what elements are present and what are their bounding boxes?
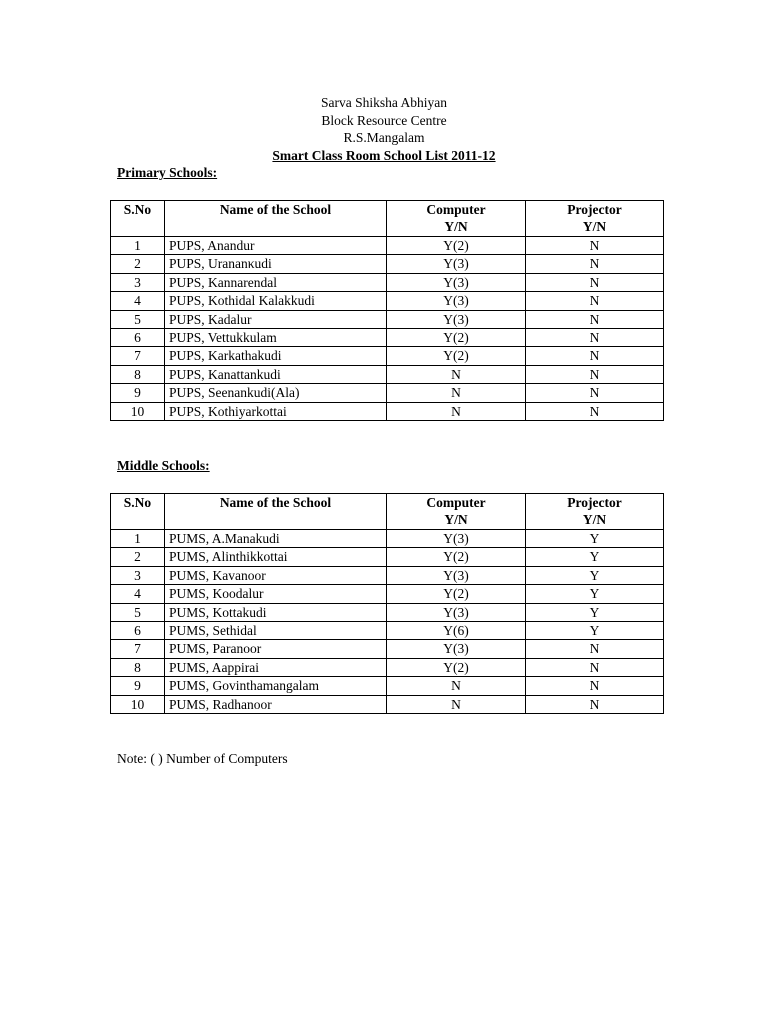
cell-projector: N [526,237,664,255]
table-row [111,292,664,310]
cell-school-name: PUPS, Seenankudi(Ala) [165,384,387,402]
cell-projector: N [526,365,664,383]
cell-sno: 9 [111,384,165,402]
cell-computer: Y(2) [387,585,526,603]
cell-sno: 8 [111,658,165,676]
table-row [111,347,664,365]
cell-school-name: PUPS, Kannarendal [165,273,387,291]
primary-table-body [111,237,664,421]
cell-computer: Y(2) [387,329,526,347]
column-header-projector-yn: Y/N [582,512,607,528]
cell-sno: 5 [111,603,165,621]
org-name: Sarva Shiksha Abhiyan [321,95,447,110]
table-header-row [111,494,664,530]
cell-projector: N [526,329,664,347]
cell-school-name: PUMS, A.Manakudi [165,530,387,548]
cell-school-name: PUPS, Vettukkulam [165,329,387,347]
table-header-row [111,201,664,237]
cell-sno: 3 [111,566,165,584]
middle-schools-table [110,493,664,714]
cell-computer: N [387,365,526,383]
column-header-computer-yn: Y/N [444,219,468,235]
cell-computer: Y(3) [387,273,526,291]
cell-school-name: PUPS, Urananκudi [165,255,387,273]
cell-sno: 4 [111,292,165,310]
cell-sno: 3 [111,273,165,291]
cell-sno: 10 [111,695,165,713]
cell-sno: 6 [111,329,165,347]
cell-projector: Y [526,585,664,603]
column-header-computer-yn: Y/N [444,512,468,528]
table-row [111,273,664,291]
column-header-computer-label: Computer [426,202,486,217]
document-title: Smart Class Room School List 2011-12 [272,147,496,163]
table-row [111,640,664,658]
cell-school-name: PUPS, Kothidal Kalakkudi [165,292,387,310]
cell-computer: Y(3) [387,255,526,273]
cell-sno: 1 [111,237,165,255]
cell-sno: 4 [111,585,165,603]
cell-computer: Y(2) [387,237,526,255]
cell-sno: 7 [111,347,165,365]
column-header-projector-yn: Y/N [582,219,607,235]
cell-sno: 2 [111,548,165,566]
table-row [111,548,664,566]
column-header-projector-label: Projector [567,202,622,217]
cell-school-name: PUPS, Kanattankudi [165,365,387,383]
cell-sno: 10 [111,402,165,420]
cell-projector: Y [526,603,664,621]
cell-school-name: PUMS, Aappirai [165,658,387,676]
cell-school-name: PUMS, Koodalur [165,585,387,603]
table-row [111,329,664,347]
cell-sno: 1 [111,530,165,548]
table-row [111,677,664,695]
column-header-computer [387,201,526,237]
cell-school-name: PUMS, Alinthikkottai [165,548,387,566]
cell-school-name: PUMS, Kavanoor [165,566,387,584]
cell-projector: N [526,347,664,365]
table-row [111,237,664,255]
cell-computer: Y(3) [387,603,526,621]
cell-projector: Y [526,566,664,584]
cell-school-name: PUMS, Sethidal [165,622,387,640]
middle-schools-heading: Middle Schools: [117,458,210,473]
cell-school-name: PUPS, Karkathakudi [165,347,387,365]
cell-projector: N [526,640,664,658]
cell-sno: 7 [111,640,165,658]
column-header-computer-label: Computer [426,495,486,510]
table-row [111,402,664,420]
cell-computer: Y(2) [387,658,526,676]
document-header [0,94,768,164]
column-header-sno: S.No [111,201,165,237]
cell-projector: N [526,273,664,291]
table-row [111,530,664,548]
column-header-computer [387,494,526,530]
column-header-name: Name of the School [165,201,387,237]
cell-computer: Y(3) [387,292,526,310]
column-header-name: Name of the School [165,494,387,530]
table-row [111,566,664,584]
cell-school-name: PUPS, Kothiyarkottai [165,402,387,420]
cell-school-name: PUPS, Anandur [165,237,387,255]
column-header-projector [526,494,664,530]
cell-projector: N [526,695,664,713]
table-row [111,384,664,402]
footnote: Note: ( ) Number of Computers [117,751,288,766]
cell-school-name: PUMS, Radhanoor [165,695,387,713]
primary-schools-heading: Primary Schools: [117,165,218,180]
cell-projector: Y [526,530,664,548]
cell-sno: 8 [111,365,165,383]
table-row [111,622,664,640]
table-row [111,310,664,328]
primary-schools-table [110,200,664,421]
table-row [111,255,664,273]
cell-school-name: PUMS, Govinthamangalam [165,677,387,695]
cell-projector: N [526,402,664,420]
cell-computer: N [387,695,526,713]
cell-school-name: PUMS, Paranoor [165,640,387,658]
table-row [111,365,664,383]
cell-sno: 2 [111,255,165,273]
cell-computer: N [387,384,526,402]
cell-projector: N [526,658,664,676]
cell-projector: Y [526,622,664,640]
location-name: R.S.Mangalam [343,130,425,145]
cell-projector: Y [526,548,664,566]
column-header-sno: S.No [111,494,165,530]
cell-projector: N [526,384,664,402]
cell-computer: Y(3) [387,530,526,548]
table-row [111,695,664,713]
cell-projector: N [526,310,664,328]
cell-computer: Y(3) [387,640,526,658]
cell-computer: N [387,677,526,695]
cell-projector: N [526,292,664,310]
cell-school-name: PUMS, Kottakudi [165,603,387,621]
table-row [111,603,664,621]
cell-sno: 6 [111,622,165,640]
cell-projector: N [526,677,664,695]
cell-computer: Y(3) [387,310,526,328]
cell-sno: 5 [111,310,165,328]
cell-computer: N [387,402,526,420]
column-header-projector-label: Projector [567,495,622,510]
cell-computer: Y(6) [387,622,526,640]
cell-projector: N [526,255,664,273]
cell-computer: Y(2) [387,548,526,566]
table-row [111,658,664,676]
cell-computer: Y(2) [387,347,526,365]
table-row [111,585,664,603]
middle-table-body [111,530,664,714]
cell-sno: 9 [111,677,165,695]
column-header-projector [526,201,664,237]
block-name: Block Resource Centre [321,112,447,128]
cell-school-name: PUPS, Kadalur [165,310,387,328]
cell-computer: Y(3) [387,566,526,584]
